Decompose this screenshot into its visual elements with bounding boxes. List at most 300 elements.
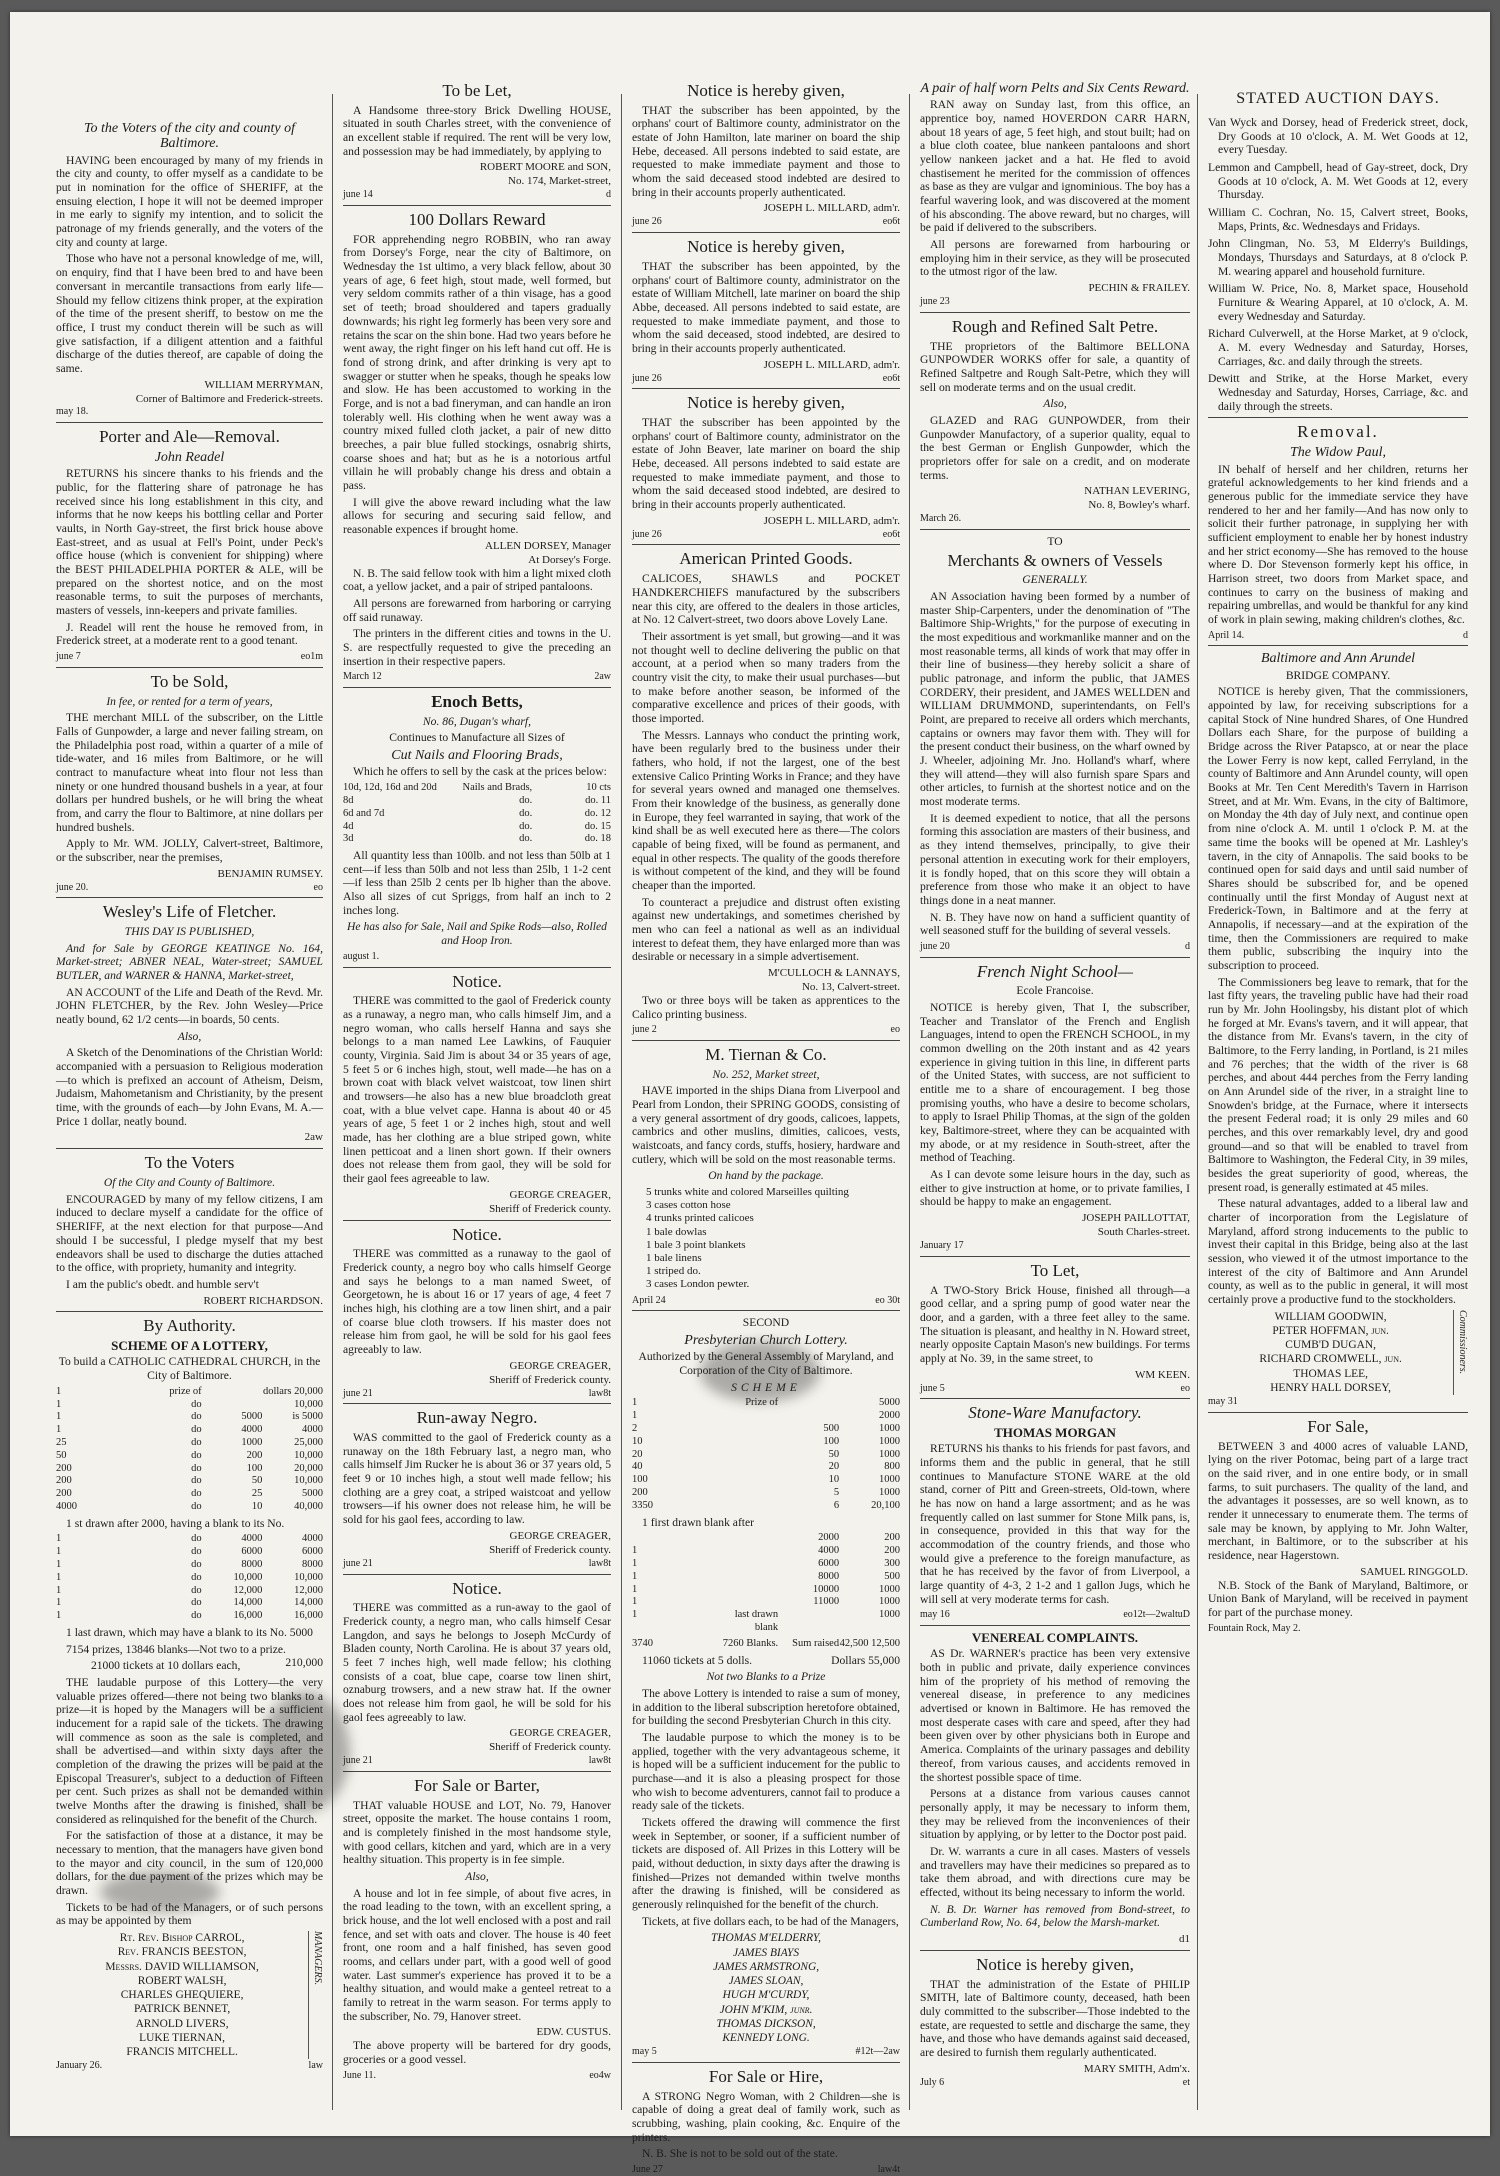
ad-title: Rough and Refined Salt Petre. xyxy=(951,316,1159,336)
ad-subtitle: GENERALLY. xyxy=(1022,573,1088,587)
scheme-row-cell: 1 xyxy=(632,1557,638,1569)
ad-divider xyxy=(632,232,900,233)
column-3 xyxy=(632,80,900,2176)
manager-name: PATRICK BENNET, xyxy=(134,2003,231,2016)
ad-divider xyxy=(920,1398,1190,1399)
ad-subtitle: No. 252, Market street, xyxy=(712,1067,820,1081)
price-row-cell: do. xyxy=(519,794,533,806)
ad-title: A pair of half worn Pelts and Six Cents Reward. xyxy=(920,81,1190,96)
lottery-row-cell: 1 xyxy=(56,1411,62,1423)
ad-divider xyxy=(1208,645,1468,646)
scheme-row-cell: 1000 xyxy=(878,1487,900,1499)
ad-date: june 21 law8t xyxy=(343,1387,611,1399)
ad-divider xyxy=(343,967,611,968)
price-row-cell: Nails and Brads, xyxy=(462,782,533,794)
lottery-row-cell: 1 xyxy=(56,1610,62,1622)
ad-signature: GEORGE CREAGER, xyxy=(509,1727,611,1740)
ad-body: Apply to Mr. WM. JOLLY, Calvert-street, Baltimore, or the subscriber, near the premises, xyxy=(56,837,323,864)
managers-list xyxy=(632,1931,900,2045)
price-row-cell: 4d xyxy=(343,820,354,832)
ad-title: To be Sold, xyxy=(150,671,229,691)
ad-title: SCHEME OF A LOTTERY, xyxy=(111,1338,268,1354)
to-let-2-ad xyxy=(920,1262,1190,1394)
scheme-row-cell: 2000 xyxy=(818,1532,840,1544)
auction-masthead: STATED AUCTION DAYS. xyxy=(1236,90,1440,107)
ad-date: june 26 eo6t xyxy=(632,528,900,540)
ad-body: It is deemed expedient to notice, that all the persons forming this association are masters of their business, and as they intend themselves, principally, to give their personal attention in executing work for their employers, it is fondly hoped, that on this score they will obtain a preference from those who make it an object to have things done in a neat manner. xyxy=(920,811,1190,907)
managers-list xyxy=(56,1931,308,2059)
lottery-row-cell: 1 xyxy=(56,1571,62,1583)
scheme-row-cell: 8000 xyxy=(818,1570,840,1582)
scheme-row-cell: 11000 xyxy=(813,1596,840,1608)
ad-divider xyxy=(920,1256,1190,1257)
lottery-row-cell: 40,000 xyxy=(294,1500,324,1512)
ad-divider xyxy=(632,1040,900,1041)
lottery-row-cell: do xyxy=(191,1411,202,1423)
to-let-ad xyxy=(343,82,611,201)
lottery-row-cell: prize of xyxy=(169,1385,202,1397)
lottery-table-2 xyxy=(56,1533,323,1623)
ad-body: FOR apprehending negro ROBBIN, who ran away from Dorsey's Forge, near the city of Baltimore, on Wednesday the 1st ultimo, a very black fellow, about 30 years of age, 6 feet high, stout made, well formed, but very seldom commits rather of a thin visage, has a good set of teeth; broad shouldered and tapers gradually downwards; his right leg formerly has been very sore and retains the scar on the shin bone. Had two years before he went away, the right finger on his left hand cut off. He is fond of strong drink, and after drinking is very apt to swagger or stutter when he speaks, though he speaks low and slow. He has been accustomed to working in the Forge, and is not a bad fineryman, and can handle an iron tolerably well. His clothing when he went away was a country mixed fulled cloth jacket, a pair of new ditto breeches, a pair blue fulled stockings, osnabrig shirts, coarse shoes and hat; but as he is a notorious artful villain he will probably change his dress and obtain a pass. xyxy=(343,232,611,492)
ad-body: GLAZED and RAG GUNPOWDER, from their Gunpowder Manufactory, of a superior quality, equal to the best German or English Gunpowder, which the proprietors offer for sale on a credit, and on moderate terms. xyxy=(920,413,1190,482)
ad-title: Notice is hereby given, xyxy=(976,1954,1134,1974)
lottery-row-cell: 10 xyxy=(251,1500,263,1512)
ad-divider xyxy=(56,422,323,423)
price-row xyxy=(343,821,611,834)
scheme-row-cell xyxy=(717,1558,778,1571)
scheme-row xyxy=(632,1487,900,1500)
ad-body: Their assortment is yet small, but growing—and it was not thought well to decline delivering the public on that account, at a period when so many traders from the country visit the city, to make their usual purchases—but to make before another season, be informed of the comparative excellence and prices of their goods, with those imported. xyxy=(632,629,900,725)
lottery-row-cell: 6000 xyxy=(241,1546,263,1558)
scheme-row xyxy=(632,1558,900,1571)
goods-item: 1 bale 3 point blankets xyxy=(646,1238,746,1251)
lottery-row-cell: 100 xyxy=(246,1462,263,1474)
scheme-row-cell: 20 xyxy=(632,1448,643,1460)
scheme-row-cell: 6000 xyxy=(818,1557,840,1569)
ad-title: Enoch Betts, xyxy=(431,692,523,712)
ad-title: Run-away Negro. xyxy=(416,1408,538,1428)
notice-smith-ad xyxy=(920,1956,1190,2088)
lottery-row xyxy=(56,1533,323,1546)
scheme-row-cell: 1000 xyxy=(878,1596,900,1608)
price-row-cell: do. xyxy=(519,833,533,845)
commissioner-name: HENRY HALL DORSEY, xyxy=(1270,1381,1391,1394)
commissioners-list xyxy=(1208,1310,1453,1396)
ad-body: AN ACCOUNT of the Life and Death of the Revd. Mr. JOHN FLETCHER, by the Rev. John Wesley—Price neatly bound, 62 1/2 cents—in boards, 50 cents. xyxy=(56,985,323,1027)
ad-code: 2aw xyxy=(304,1131,323,1144)
ad-body: The Commissioners beg leave to remark, that for the last fifty years, the traveling public have had their road run by Mr. John Hoolingsby, his distant plot of which he forged at Mr. Evans's tavern, and it will appear, that the distance from Mr. Evans's tavern, in the city of Baltimore, to the Ferry landing, in Portland, is 21 miles and 76 perches; that the width of the river is 68 perches, and about 444 perches from the Ferry landing on Ann Arundel side of the river, in a straight line to Snowden's bridge, at the Furnace, where it intersects the present Federal road; it is only 29 miles and 60 perches, and this over remarkably level, dry and good ground—and so that will be enabled to travel from Baltimore to Washington, the Federal City, in 39 miles, besides the great superiority of good, whereas, the present road, is generally estimated at 45 miles. xyxy=(1208,975,1468,1194)
ad-date: june 26 eo6t xyxy=(632,216,900,228)
ad-body: These natural advantages, added to a liberal law and charter of incorporation from the Legislature of Maryland, afford strong inducements to the public to invest their capital in this Bridge, being also at the last session, who viewed it of the utmost importance to the interest of the city of Baltimore and Ann Arundel county, as well as to the public in general, it will most certainly prove a productive fund to the stockholders. xyxy=(1208,1197,1468,1306)
scheme-totals xyxy=(632,1638,900,1651)
scheme-row xyxy=(632,1474,900,1487)
ad-title: 100 Dollars Reward xyxy=(408,210,546,230)
scheme-row xyxy=(632,1532,900,1545)
commissioners-block xyxy=(1208,1310,1468,1396)
presbyterian-lottery-ad xyxy=(632,1316,900,2058)
ad-body: BETWEEN 3 and 4000 acres of valuable LAND, lying on the river Potomac, being part of a large tract on the said river, and in one entire body, or in small farms, to suit purchasers. The quality of the land, and the advantages it possesses, are so well known, as to render it unnecessary to enumerate them. The terms of sale may be known, by applying to Mr. John Walter, merchant, in Baltimore, or to the subscriber at his residence, near Hagerstown. xyxy=(1208,1439,1468,1563)
tiernan-ad xyxy=(632,1046,900,1306)
ad-body: THAT the subscriber has been appointed by the orphans' court of Baltimore county, administrator on the estate of John Beaver, late mariner on board the ship Hebe, deceased. All persons indebted to said estate are requested to make immediate payment, and those to whom the said deceased stood indebted, are desired to bring in their accounts properly authenticated. xyxy=(632,416,900,512)
lottery-row xyxy=(56,1437,323,1450)
auction-item: Lemmon and Campbell, head of Gay-street, dock, Dry Goods at 10 o'clock, A. M. Wet Goods at 12, every Thursday. xyxy=(1208,161,1468,202)
ad-date: june 21 law8t xyxy=(343,1755,611,1767)
ad-date: june 26 eo6t xyxy=(632,372,900,384)
ad-address: South Charles-street. xyxy=(1097,1226,1190,1239)
lottery-row-cell: 4000 xyxy=(241,1533,263,1545)
ad-body: The Messrs. Lannays who conduct the printing work, have been regularly bred to the business under their fathers, who hold, if not the largest, one of the best extensive Calico Printing Works in France; and they have for several years owned and managed one themselves. From their knowledge of the business, as generally done in Europe, they feel warranted in saying, that work of the kind shall be as well executed here as there—The colors capable of being fixed, will be found as permanent, and equal in other respects. The quality of the goods therefore is without competent of the kind, and they will be found cheaper than the imported. xyxy=(632,728,900,892)
ad-date: July 6 et xyxy=(920,2076,1190,2088)
scheme-row-cell: 3350 xyxy=(632,1499,653,1511)
ad-subtitle: To build a CATHOLIC CATHEDRAL CHURCH, in the City of Baltimore. xyxy=(58,1355,321,1383)
ad-title: Removal. xyxy=(1297,422,1379,442)
lottery-row-cell: 10,000 xyxy=(294,1475,324,1487)
ad-body: For the satisfaction of those at a distance, it may be necessary to mention, that the managers have given bond to the mayor and city council, in the sum of 120,000 dollars, for the due payment of the prizes which may be drawn. xyxy=(56,1829,323,1898)
runaway-ad xyxy=(343,1409,611,1569)
scheme-row-cell xyxy=(717,1571,778,1584)
goods-item: 1 striped do. xyxy=(646,1265,701,1278)
ad-divider xyxy=(920,529,1190,530)
ad-signature: ALLEN DORSEY, Manager xyxy=(485,539,611,552)
lottery-row-cell: 10,000 xyxy=(294,1571,324,1583)
price-row-cell: do. 15 xyxy=(584,820,612,832)
ad-body: Tickets, at five dollars each, to be had of the Managers, xyxy=(642,1914,899,1928)
ad-name: The Widow Paul, xyxy=(1289,445,1387,461)
ad-divider xyxy=(343,1574,611,1575)
lottery-row-cell: 1000 xyxy=(241,1437,263,1448)
lottery-row-cell: 1 xyxy=(56,1533,62,1545)
lottery-row-cell xyxy=(202,1399,263,1412)
lottery-row-cell: 4000 xyxy=(302,1424,324,1436)
lottery-tickets: 21000 tickets at 10 dollars each, xyxy=(90,1659,241,1673)
lottery-row-cell: 4000 xyxy=(241,1424,263,1436)
ad-address: No. 174, Market-street, xyxy=(508,175,611,188)
auction-list xyxy=(1208,116,1468,413)
scheme-row-cell xyxy=(717,1584,778,1597)
ad-also: Also, xyxy=(465,1870,489,1884)
lottery-row xyxy=(56,1488,323,1501)
scheme-row-cell: 1000 xyxy=(878,1609,900,1621)
ad-body: I am the public's obedt. and humble serv't xyxy=(66,1277,259,1291)
scheme-row-cell: 50 xyxy=(828,1448,840,1460)
ad-body: J. Readel will rent the house he removed from, in Frederick street, at a moderate rent to a good tenant. xyxy=(56,620,323,648)
ad-date: may 31 xyxy=(1208,1396,1238,1408)
scheme-row-cell: 800 xyxy=(884,1461,900,1473)
scheme-row-cell: 200 xyxy=(884,1532,900,1544)
ad-body: Tickets offered the drawing will commence the first week in September, or sooner, if a sufficient number of tickets are disposed of. All Prizes in this Lottery will be paid, without deduction, in sixty days after the drawing is finished—Prizes not demanded within twelve months after the drawing is finished, will be considered as generously relinquished for the benefit of the church. xyxy=(632,1815,900,1911)
lottery-ad xyxy=(56,1317,323,2072)
lottery-row-cell: 200 xyxy=(56,1462,72,1474)
ad-date: june 20. eo xyxy=(56,881,323,893)
lottery-row-cell: 200 xyxy=(246,1449,263,1461)
manager-name: Rt. Rev. Bishop CARROL, xyxy=(119,1932,245,1945)
column-1 xyxy=(56,120,323,2116)
goods-list xyxy=(646,1186,900,1292)
ad-body: I will give the above reward including what the law allows for securing and securing said fellow, and reasonable expences if brought home. xyxy=(343,495,611,536)
ad-divider xyxy=(56,1311,323,1312)
ad-divider xyxy=(56,897,323,898)
auction-item: Richard Culverwell, at the Horse Market, at 9 o'clock, A. M. every Wednesday and Saturday, Horses, Carriages, &c. and daily through the streets. xyxy=(1208,327,1468,368)
ad-date: may 18. xyxy=(56,406,89,418)
scheme-row xyxy=(632,1436,900,1449)
porter-ad xyxy=(56,428,323,663)
column-rule xyxy=(1197,94,1198,2110)
ad-title: VENEREAL COMPLAINTS. xyxy=(971,1630,1139,1646)
land-sale-ad xyxy=(1208,1418,1468,1635)
ad-title: American Printed Goods. xyxy=(679,549,853,569)
ad-subtitle: Authorized by the General Assembly of Maryland, and Corporation of the City of Baltimore. xyxy=(638,1350,894,1378)
scheme-row-cell xyxy=(778,1410,839,1423)
lottery-row xyxy=(56,1572,323,1585)
manager-name: JAMES BIAYS xyxy=(732,1946,800,1959)
lottery-row-cell: do xyxy=(191,1437,202,1448)
ad-body: HAVE imported in the ships Diana from Liverpool and Pearl from London, their SPRING GOODS, consisting of a very general assortment of dry goods, calicoes, lappets, cambrics and other muslins, dimities, calicoes, vests, waistcoats, and fancy cords, stuffs, hosiery, hardware and cutlery, which will be sold on the most reasonable terms. xyxy=(632,1084,900,1166)
lottery-row xyxy=(56,1475,323,1488)
scheme-row xyxy=(632,1584,900,1597)
lottery-row-cell: dollars 20,000 xyxy=(262,1385,324,1397)
ad-divider xyxy=(632,388,900,389)
ad-date: may 16 eo12t—2waltuD xyxy=(920,1609,1190,1621)
commissioner-name: CUMB'D DUGAN, xyxy=(1285,1339,1376,1352)
lottery-row-cell: 12,000 xyxy=(233,1584,263,1596)
ad-kicker: TO xyxy=(1047,535,1063,549)
scheme-row-cell: 100 xyxy=(823,1435,840,1447)
voters2-ad xyxy=(56,1154,323,1307)
lottery-row-cell: do xyxy=(191,1500,202,1512)
ad-body: THAT valuable HOUSE and LOT, No. 79, Hanover street, opposite the market. The house contains 1 room, and is completely finished in the most handsome style, with good cellars, kitchen and yard, which are in a very healthy situation. This property is in fee simple. xyxy=(343,1798,611,1867)
ad-address: Corner of Baltimore and Frederick-streets. xyxy=(135,392,323,405)
price-row-cell: 10d, 12d, 16d and 20d xyxy=(343,782,437,794)
lottery-row-cell: 1 xyxy=(56,1597,62,1609)
ad-divider xyxy=(632,544,900,545)
ad-divider xyxy=(920,1625,1190,1626)
lottery-drawn: 1 st drawn after 2000, having a blank to its No. xyxy=(66,1516,285,1530)
ad-date: june 14 d xyxy=(343,189,611,201)
scheme-total-row xyxy=(632,1638,900,1651)
scheme-table xyxy=(632,1397,900,1512)
ad-body: The above property will be bartered for dry goods, groceries or a good vessel. xyxy=(343,2039,611,2067)
scheme-row-cell: 1 xyxy=(632,1609,638,1621)
lottery-row-cell: 50 xyxy=(251,1475,263,1487)
lottery-row-cell: 12,000 xyxy=(294,1584,324,1596)
scheme-row-cell: 20 xyxy=(828,1461,840,1473)
scheme-row xyxy=(632,1461,900,1474)
scheme-row-cell: 1 xyxy=(632,1570,638,1582)
ad-divider xyxy=(343,1403,611,1404)
lottery-row-cell: 50 xyxy=(56,1449,67,1461)
scheme-row-cell xyxy=(717,1449,778,1462)
ad-name: John Readel xyxy=(154,449,225,465)
price-row-cell: 8d xyxy=(343,794,354,806)
scheme-row-cell: 1 xyxy=(632,1596,638,1608)
ad-signature: EDW. CUSTUS. xyxy=(536,2026,611,2039)
ad-address: Sheriff of Frederick county. xyxy=(489,1741,611,1754)
scheme-row-cell: 20,100 xyxy=(871,1499,900,1511)
ad-date: March 26. xyxy=(920,513,962,525)
commissioner-name: THOMAS LEE, xyxy=(1293,1367,1368,1380)
column-rule xyxy=(909,94,910,2110)
ad-title: Merchants & owners of Vessels xyxy=(947,550,1163,570)
night-school-ad xyxy=(920,963,1190,1252)
manager-name: FRANCIS MITCHELL. xyxy=(126,2046,238,2059)
ad-address: No. 8, Bowley's wharf. xyxy=(1088,499,1190,512)
ad-body: RETURNS his sincere thanks to his friends and the public, for the flattering share of patronage he has received since his long establishment in this city, and informs that he now keeps his bottling cellar and Porter vaults, in North Gay-street, the first brick house above East-street, and as usual at Fell's Point, under Peck's office house (which is convenient for shipping) where the BEST PHILADELPHIA PORTER & ALE, will be prepared on the shortest notice, and on the most reasonable terms, to suit the purposes of merchants, masters of vessels, inn-keepers and private families. xyxy=(56,467,323,618)
goods-item: 3 cases cotton hose xyxy=(646,1199,731,1212)
scheme-row-cell: 500 xyxy=(823,1423,840,1435)
ad-address: Sheriff of Frederick county. xyxy=(489,1202,611,1215)
lottery-row-cell: do xyxy=(191,1584,202,1596)
scheme-row-cell: 10000 xyxy=(812,1583,840,1595)
price-row xyxy=(343,795,611,808)
lottery-row-cell: 10,000 xyxy=(294,1398,324,1410)
scheme-label: SCHEME xyxy=(731,1380,801,1394)
manager-name: JAMES ARMSTRONG, xyxy=(712,1960,820,1973)
ad-body: He has also for Sale, Nail and Spike Rods—also, Rolled and Hoop Iron. xyxy=(347,920,607,948)
ad-body: THAT the subscriber has been appointed, by the orphans' court of Baltimore county, administrator on the estate of William Mitchell, late mariner on board the ship Abbe, deceased. All persons indebted to said estate, are requested to make immediate payment, and those to whom the said deceased, stood indebted, are desired to bring in their accounts properly authenticated. xyxy=(632,259,900,355)
ink-smudge xyxy=(100,1872,220,1912)
manager-name: THOMAS M'ELDERRY, xyxy=(710,1932,822,1945)
ad-body: RAN away on Sunday last, from this office, an apprentice boy, named HOVERDON CARR HARN, about 18 years of age, 5 feet high, and stout built; had on a blue cloth coatee, blue nankeen pantaloons and short yellow nankeen jacket and a hat. He fled to avoid chastisement he merited for the commission of offences as base as they are vulgar and ignominious. The boy has a fearful wavering look, and was discovered at the moment of his absconding. The above reward, but no charges, will be paid if delivered to the subscribers. xyxy=(920,98,1190,235)
ad-body: N. B. Dr. Warner has removed from Bond-street, to Cumberland Row, No. 64, below the Marsh-market. xyxy=(920,1902,1190,1930)
lottery-row xyxy=(56,1450,323,1463)
ad-body: IN behalf of herself and her children, returns her grateful acknowledgements to her kind friends and a generous public for the immediate service they have rendered to her and her family—And has now only to solicit their further patronage, in supplying her with sufficient employment to enable her by honest industry and her strict economy—She has removed to the house where D. Dor Stevenson formerly kept his office, in Harrison street, two doors from Market space, and continues to carry on the business of making and repairing umbrellas, and would be thankful for any kind of work in plain sewing, making children's clothes, &c. xyxy=(1208,462,1468,626)
nail-price-table xyxy=(343,782,611,846)
scheme-row-cell xyxy=(717,1436,778,1449)
ad-title: French Night School— xyxy=(976,961,1134,981)
scheme-row-cell xyxy=(778,1397,839,1410)
saltpetre-ad xyxy=(920,318,1190,525)
ad-body: N. B. They have now on hand a sufficient quantity of well seasoned stuff for the building of several vessels. xyxy=(920,910,1190,938)
ad-body: Two or three boys will be taken as apprentices to the Calico printing business. xyxy=(632,993,900,1021)
scheme-row-cell xyxy=(717,1545,778,1558)
notice-beaver-ad xyxy=(632,394,900,540)
ad-signature: PECHIN & FRAILEY. xyxy=(1088,282,1190,295)
price-row-cell: do. 18 xyxy=(584,833,612,845)
scheme-row-cell: 1 xyxy=(632,1397,638,1409)
lottery-row xyxy=(56,1546,323,1559)
ad-divider xyxy=(343,687,611,688)
price-row-cell: 3d xyxy=(343,833,354,845)
ink-smudge xyxy=(260,1692,350,1812)
lottery-row-cell xyxy=(202,1386,263,1399)
manager-name: KENNEDY LONG. xyxy=(722,2032,810,2045)
scheme-row-cell: 2 xyxy=(632,1423,638,1435)
lottery-row-cell: do xyxy=(191,1610,202,1622)
ad-signature: GEORGE CREAGER, xyxy=(509,1359,611,1372)
scheme-row xyxy=(632,1596,900,1609)
scheme-note: Not two Blanks to a Prize xyxy=(706,1670,826,1684)
lottery-row-cell: 20,000 xyxy=(294,1462,324,1474)
lottery-row-cell: do xyxy=(191,1597,202,1609)
scheme-row-cell: 10 xyxy=(828,1474,840,1486)
scheme-row-cell xyxy=(632,1532,717,1545)
price-row-cell: do. xyxy=(519,807,533,819)
manager-name: THOMAS DICKSON, xyxy=(716,2017,816,2030)
ad-body: A house and lot in fee simple, of about five acres, in the road leading to the town, with an excellent spring, a brick house, and the lot well enclosed with a post and rail fence, and set with oats and clover. The house is 40 feet front, one room and a half finished, has seven good rooms, and cellars under part, with a good well of good water. Last summer's experience has proved it to be a healthy situation, and would make a genteel retreat to a family to retreat in the warm season. For terms apply to the subscriber, No. 79, Hanover street. xyxy=(343,1886,611,2023)
lottery-row xyxy=(56,1463,323,1476)
ad-date: june 23 xyxy=(920,296,950,308)
ad-kicker: By Authority. xyxy=(143,1316,236,1336)
scheme-row-cell xyxy=(778,1609,839,1635)
ad-divider xyxy=(343,1771,611,1772)
ad-body: A Sketch of the Denominations of the Christian World: accompanied with a persuasion to Religious moderation—to which is prefixed an account of Atheism, Deism, Judaism, Mahometanism and Christianity, by the present time, with the grounds of each—by John Evans, M. A.—Price 1 dollar, neatly bound. xyxy=(56,1046,323,1128)
scheme-row-cell xyxy=(717,1500,778,1513)
scheme-row-cell: 500 xyxy=(884,1570,900,1582)
ad-body: NOTICE is hereby given, That I, the subscriber, Teacher and Translator of the French and English Languages, intend to open the FRENCH SCHOOL, in my common dwelling on the 20th instant and as 42 years experience in giving tuition in this line, in different parts of the United States, with success, are not sufficient to entitle me to a share of encouragement. I beg those promising youths, who have a desire to become scholars, to apply to Israel Philip Thomas, at the sign of the golden key, Baltimore-street, where they can be acquainted with my abode, or at my residence in South-street, after the method of Teaching. xyxy=(920,1001,1190,1165)
ad-code: d1 xyxy=(1179,1932,1190,1945)
scheme-table-2 xyxy=(632,1532,900,1634)
price-row xyxy=(343,808,611,821)
ad-signature: JOSEPH L. MILLARD, adm'r. xyxy=(763,358,900,371)
lottery-table xyxy=(56,1386,323,1514)
scheme-row-cell: 5 xyxy=(833,1487,840,1499)
column-2 xyxy=(343,80,611,2116)
scheme-row xyxy=(632,1449,900,1462)
notice-hamilton-ad xyxy=(632,82,900,228)
ad-signature: WILLIAM MERRYMAN, xyxy=(204,378,323,391)
ad-body: THE laudable purpose of this Lottery—the very valuable prizes offered—there not being two blanks to a prize—it is hoped by the Managers will be a sufficient inducement for a rapid sale of the tickets. The drawing will commence as soon as the sale is completed, and shall be advertised—and within sixty days after the completion of the drawing the prizes will be paid at the Episcopal Treasurer's, subject to a deduction of Fifteen per cent. Such prizes as shall not be demanded within twelve Months after the drawing is finished, shall be considered as relinquished for the benefit of the Church. xyxy=(56,1676,323,1826)
managers-block xyxy=(56,1931,323,2059)
ad-title: M. Tiernan & Co. xyxy=(705,1045,827,1065)
scheme-row-cell xyxy=(717,1474,778,1487)
ad-body: THE proprietors of the Baltimore BELLONA GUNPOWDER WORKS offer for sale, a quantity of Refined Saltpetre and Rough Salt-Petre, which they will sell on moderate terms and on the usual credit. xyxy=(920,339,1190,394)
ad-divider xyxy=(1208,1412,1468,1413)
ad-title: Notice. xyxy=(452,1224,502,1244)
lottery-row-cell: do xyxy=(191,1424,202,1436)
ad-signature: NATHAN LEVERING, xyxy=(1084,485,1190,498)
ad-signature: WM KEEN. xyxy=(1135,1368,1190,1381)
reward-ad xyxy=(343,211,611,683)
price-row xyxy=(343,833,611,846)
lottery-row-cell: 14,000 xyxy=(294,1597,324,1609)
mill-ad xyxy=(56,673,323,894)
lottery-row xyxy=(56,1411,323,1424)
lottery-row xyxy=(56,1424,323,1437)
manager-name: LUKE TIERNAN, xyxy=(139,2031,226,2044)
ad-body: Those who have not a personal knowledge of me, will, on enquiry, find that I have been bred to and have been conversant in mercantile transactions from early life—Should my fellow citizens think proper, at the expiration of the time of the present sheriff, to bestow on me the office, I trust my conduct therein will be such as will give satisfaction, if a diligent attention and a faithful discharge of the duties thereof, are capable of doing the same. xyxy=(56,252,323,375)
ad-lead: Continues to Manufacture all Sizes of xyxy=(389,731,565,745)
scheme-total-row-cell: Sum raised xyxy=(792,1637,840,1649)
ad-subtitle: In fee, or rented for a term of years, xyxy=(106,694,273,708)
lottery-row xyxy=(56,1585,323,1598)
barter-ad xyxy=(343,1777,611,2082)
lottery-row-cell: 4000 xyxy=(302,1533,324,1545)
ad-signature: GEORGE CREAGER, xyxy=(509,1188,611,1201)
lottery-row-cell: 16,000 xyxy=(294,1610,324,1622)
hire-ad xyxy=(632,2068,900,2176)
scheme-row xyxy=(632,1500,900,1513)
lottery-row-cell: do xyxy=(191,1398,202,1410)
scheme-row-cell: 1000 xyxy=(878,1474,900,1486)
ad-signature: BENJAMIN RUMSEY. xyxy=(217,867,323,880)
lottery-row-cell: 10,000 xyxy=(233,1571,263,1583)
ad-title: Notice is hereby given, xyxy=(687,237,845,257)
voters-ad xyxy=(56,121,323,418)
scheme-row-cell: 1 xyxy=(632,1410,638,1422)
lottery-row xyxy=(56,1610,323,1623)
commissioner-name: WILLIAM GOODWIN, xyxy=(1274,1310,1387,1323)
ad-body: As I can devote some leisure hours in the day, such as either to give instruction at home, or to private families, I should be happy to make an engagement. xyxy=(920,1168,1190,1209)
wesley-ad xyxy=(56,903,323,1144)
price-row-cell: 6d and 7d xyxy=(343,807,385,819)
scheme-row-cell: 6 xyxy=(833,1499,840,1511)
manager-name: ARNOLD LIVERS, xyxy=(135,2017,229,2030)
ad-date: may 5 #12t—2aw xyxy=(632,2046,900,2058)
ad-body: RETURNS his thanks to his friends for past favors, and informs them and the public in general, that he still continues to Manufacture STONE WARE at the old stand, corner of Pitt and Green-streets, Old-town, where he has now on hand a large assortment; and as he was frequently called on last summer for Stone Milk pans, is, in consequence, provided in this that way for the accommodation of the country friends, and those who would give a preference to the foreign manufacture, as that he has received by the favor of from Liverpool, a large quantity of 4-3, 2 1-2 and 1 gallon Jugs, which he will sell at very moderate terms for cash. xyxy=(920,1442,1190,1606)
lottery-row-cell: do xyxy=(191,1462,202,1474)
price-row-cell: 10 cts xyxy=(586,782,612,794)
ad-title: Notice is hereby given, xyxy=(687,393,845,413)
